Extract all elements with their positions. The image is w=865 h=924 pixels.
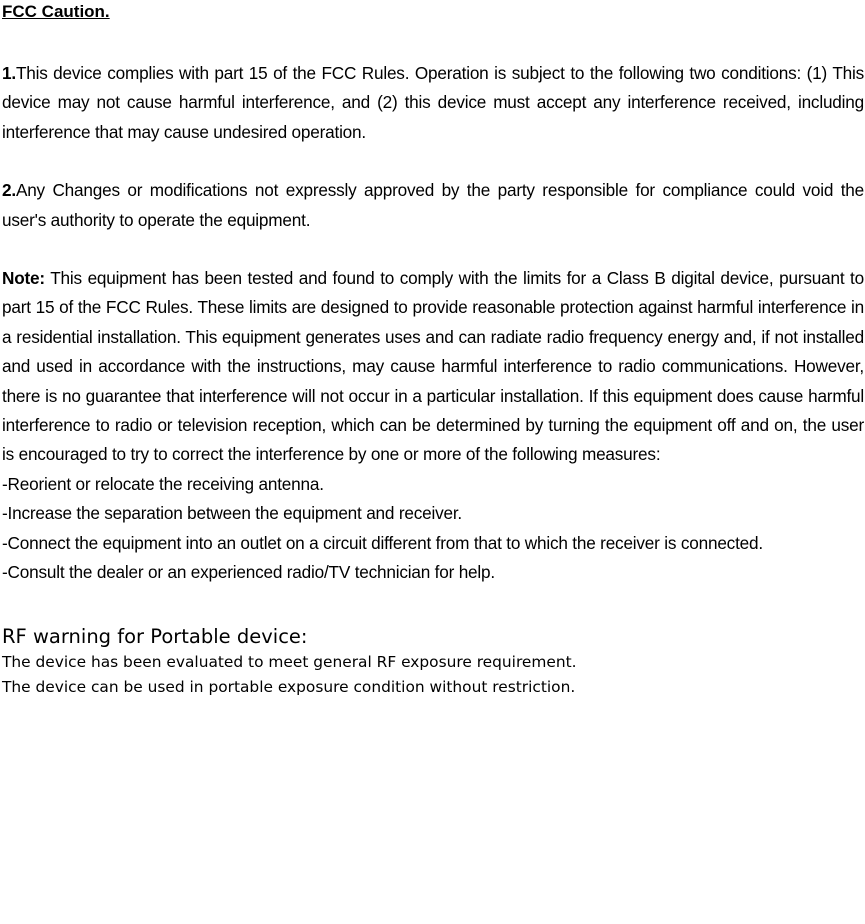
item-text: This device complies with part 15 of the FCC Rules. Operation is subject to the following two conditions: (1) This device may not cause harmful interference, and (2) this device must accept any interference received, including interference that may cause undesired operation. <box>2 63 864 142</box>
measure-item: -Increase the separation between the equipment and receiver. <box>2 503 463 524</box>
condition-item-1 <box>2 59 864 147</box>
note-paragraph <box>2 264 864 470</box>
note-label: Note: <box>2 268 45 289</box>
measure-item: -Consult the dealer or an experienced radio/TV technician for help. <box>2 562 495 583</box>
rf-warning-title: RF warning for Portable device: <box>2 624 308 648</box>
item-text: Any Changes or modifications not expressly approved by the party responsible for compliance could void the user's authority to operate the equipment. <box>2 180 864 230</box>
note-text: This equipment has been tested and found to comply with the limits for a Class B digital device, pursuant to part 15 of the FCC Rules. These limits are designed to provide reasonable protection against harmful interference in a residential installation. This equipment generates uses and can radiate radio frequency energy and, if not installed and used in accordance with the instructions, may cause harmful interference to radio communications. However, there is no guarantee that interference will not occur in a particular installation. If this equipment does cause harmful interference to radio or television reception, which can be determined by turning the equipment off and on, the user is encouraged to try to correct the interference by one or more of the following measures: <box>2 268 864 465</box>
rf-warning-line: The device has been evaluated to meet general RF exposure requirement. <box>2 652 577 671</box>
rf-warning-line: The device can be used in portable exposure condition without restriction. <box>2 677 576 696</box>
condition-item-2 <box>2 176 864 235</box>
measure-item: -Connect the equipment into an outlet on a circuit different from that to which the receiver is connected. <box>2 532 763 553</box>
item-number: 2. <box>2 180 16 201</box>
item-number: 1. <box>2 63 16 83</box>
document-title: FCC Caution. <box>2 2 110 21</box>
measure-item: -Reorient or relocate the receiving antenna. <box>2 473 324 494</box>
